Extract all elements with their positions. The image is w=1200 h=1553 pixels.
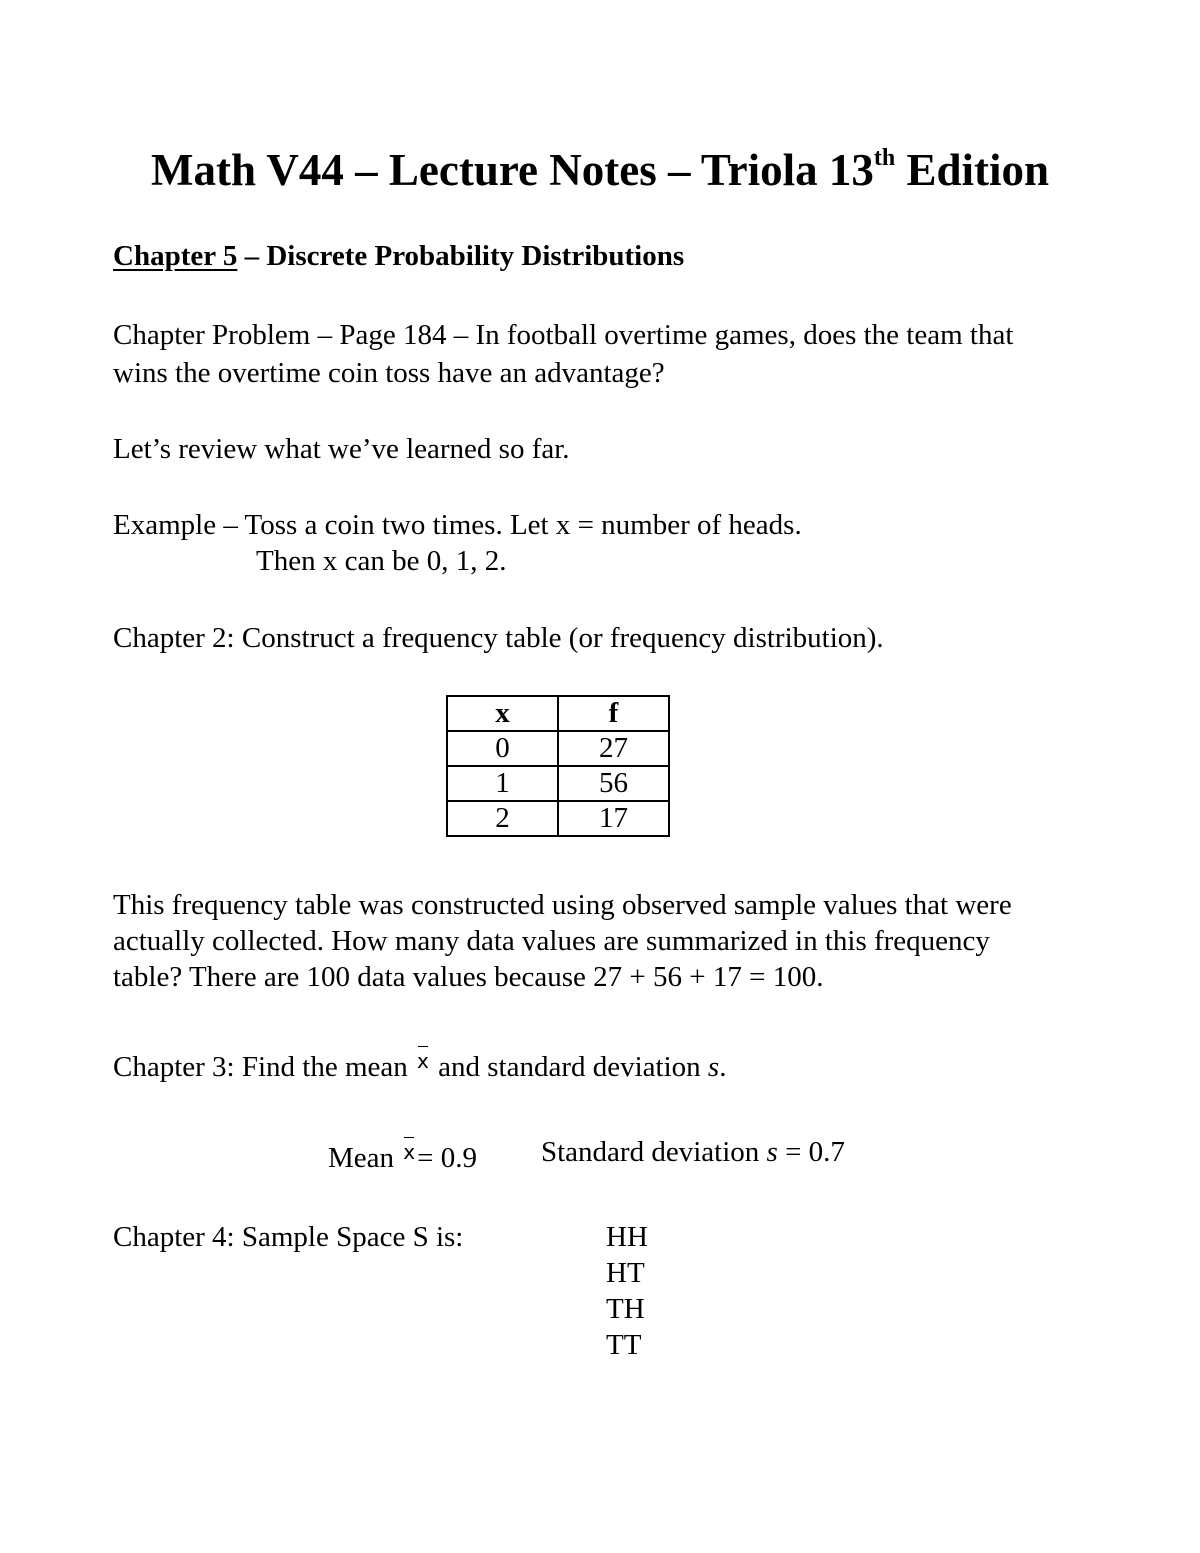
review-text: Let’s review what we’ve learned so far. [113, 433, 570, 465]
table-row [447, 801, 669, 836]
table-cell: 2 [447, 801, 558, 836]
sd-statement: Standard deviation s = 0.7 [541, 1136, 845, 1168]
chapter-problem-line-2: wins the overtime coin toss have an advantage? [113, 357, 665, 389]
s-symbol: s [766, 1136, 778, 1168]
outcome-tt: TT [606, 1329, 642, 1361]
table-cell: 0 [447, 731, 558, 766]
header-x: x [447, 696, 558, 731]
mean-statement: Mean x= 0.9 [328, 1134, 477, 1176]
s-symbol: s [707, 1051, 720, 1083]
outcome-th: TH [606, 1293, 645, 1325]
chapter-2-text: Chapter 2: Construct a frequency table (or frequency distribution). [113, 622, 884, 654]
table-cell: 27 [558, 731, 669, 766]
chapter-problem-line-1: Chapter Problem – Page 184 – In football overtime games, does the team that [113, 319, 1014, 351]
title-superscript: th [873, 145, 896, 171]
explanation-line-1: This frequency table was constructed using observed sample values that were [113, 889, 1012, 921]
header-f: f [558, 696, 669, 731]
outcome-ht: HT [606, 1257, 645, 1289]
explanation-line-3: table? There are 100 data values because 27 + 56 + 17 = 100. [113, 961, 824, 993]
xbar-symbol: x [415, 1043, 431, 1079]
table-header-row [447, 696, 669, 731]
outcome-hh: HH [606, 1221, 648, 1253]
table-cell: 56 [558, 766, 669, 801]
chapter-heading: Chapter 5 – Discrete Probability Distributions [113, 240, 685, 272]
table-row [447, 731, 669, 766]
sd-value: = 0.7 [777, 1136, 845, 1168]
table-cell: 1 [447, 766, 558, 801]
explanation-line-2: actually collected. How many data values are summarized in this frequency [113, 925, 990, 957]
page-title: Math V44 – Lecture Notes – Triola 13th Edition [151, 145, 1049, 195]
example-line-2: Then x can be 0, 1, 2. [256, 545, 507, 577]
chapter-4-text: Chapter 4: Sample Space S is: [113, 1221, 464, 1253]
frequency-table [446, 695, 670, 837]
xbar-symbol: x [401, 1134, 417, 1170]
chapter-label: Chapter 5 [113, 240, 238, 272]
table-cell: 17 [558, 801, 669, 836]
chapter-3-text: Chapter 3: Find the mean x and standard deviation s. [113, 1043, 726, 1085]
example-line-1: Example – Toss a coin two times. Let x = number of heads. [113, 509, 802, 541]
mean-value: = 0.9 [417, 1142, 477, 1174]
table-row [447, 766, 669, 801]
